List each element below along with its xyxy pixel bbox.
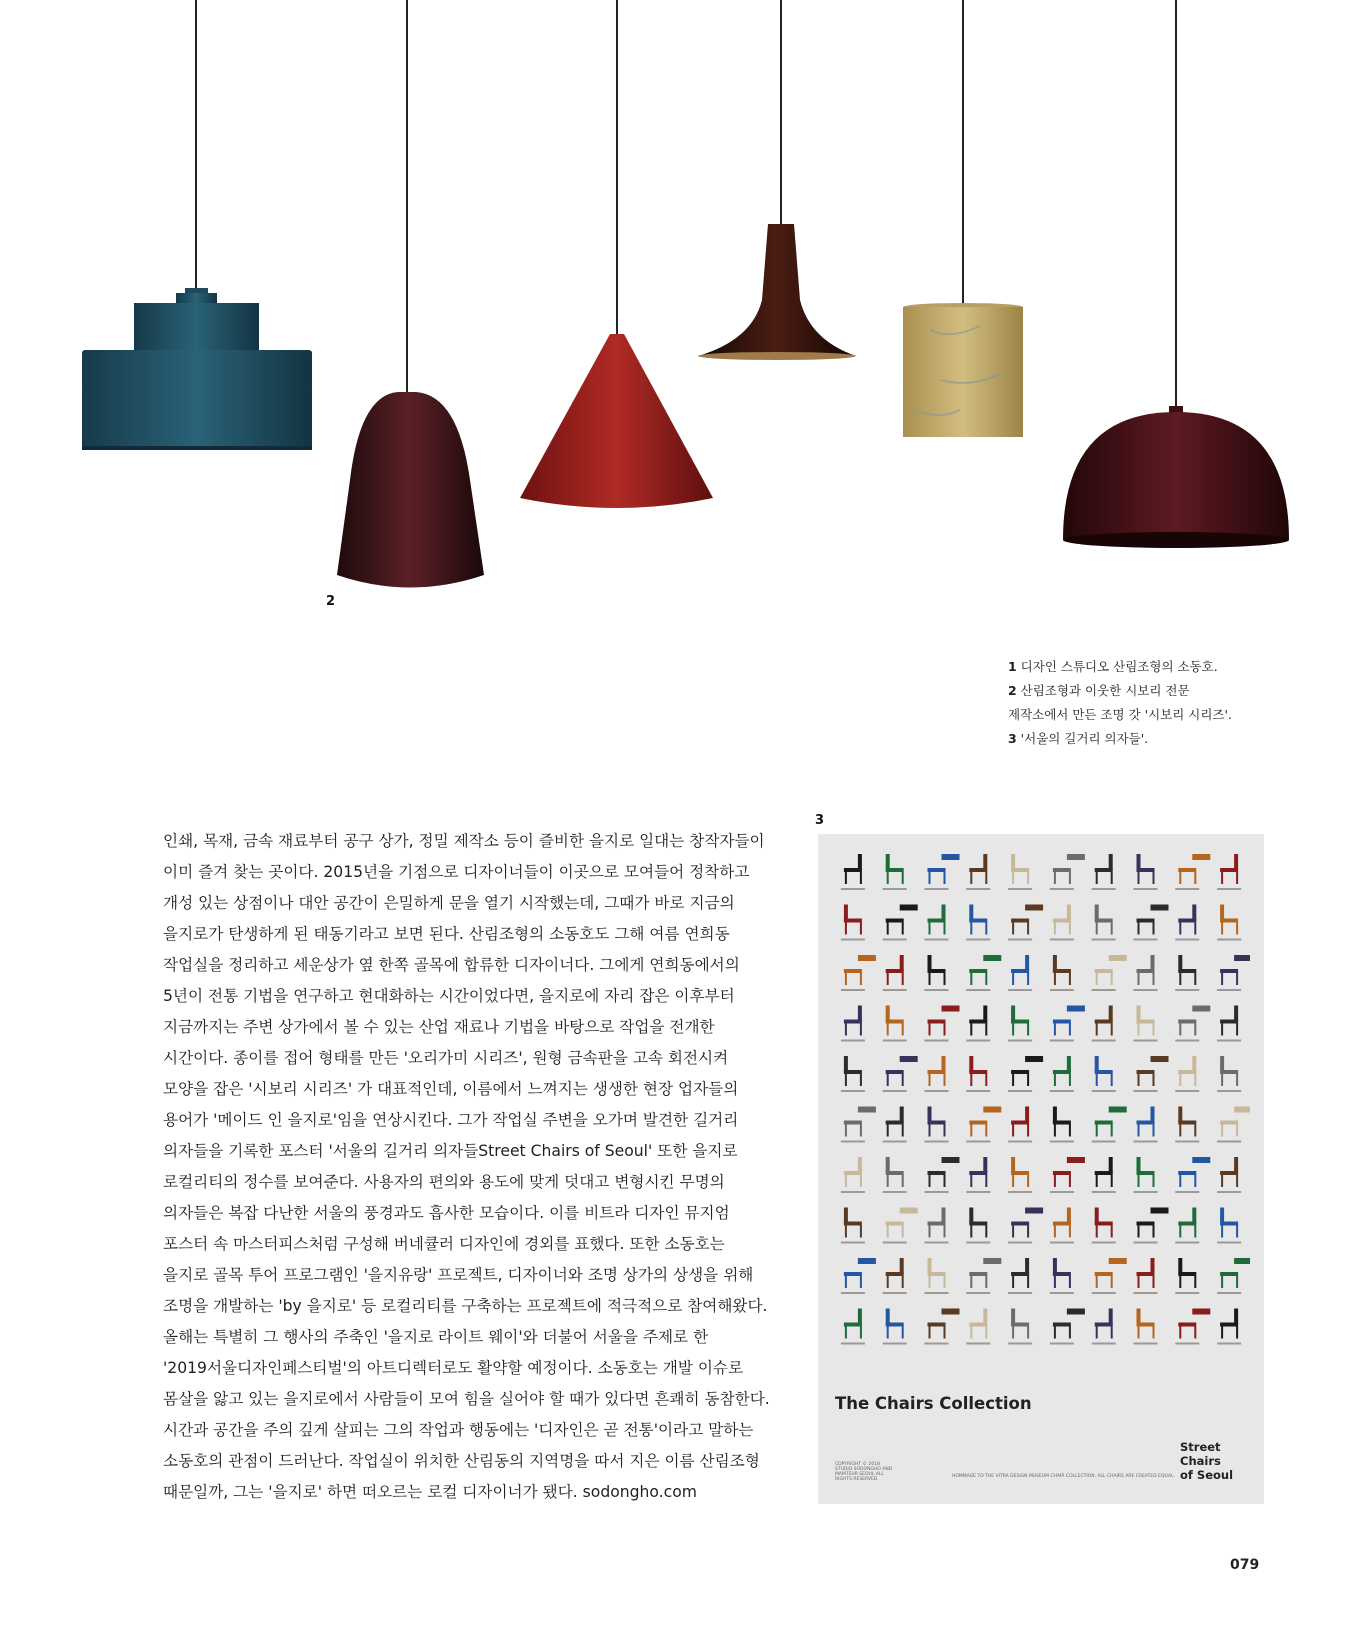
chair-pictogram	[925, 1309, 960, 1345]
chair-pictogram	[925, 1208, 949, 1244]
chair-pictogram	[925, 905, 949, 941]
chair-pictogram	[1092, 955, 1127, 991]
chair-pictogram	[1008, 854, 1032, 890]
chair-pictogram	[1008, 1107, 1032, 1143]
chair-pictogram	[883, 955, 907, 991]
chair-pictogram	[1175, 1006, 1210, 1042]
body-line: 모양을 잡은 '시보리 시리즈' 가 대표적인데, 이름에서 느껴지는 생생한 현장 업자들의	[163, 1080, 739, 1098]
chair-pictogram	[1134, 1309, 1158, 1345]
chair-pictogram	[1092, 1309, 1116, 1345]
chair-pictogram	[925, 1258, 949, 1294]
chair-pictogram	[925, 1056, 949, 1092]
figure-number-3: 3	[815, 813, 825, 828]
chair-pictogram	[883, 1208, 918, 1244]
chair-pictogram	[1134, 1208, 1169, 1244]
chair-pictogram	[841, 1006, 865, 1042]
chair-pictogram	[883, 905, 918, 941]
chair-pictogram	[1134, 1258, 1158, 1294]
body-line: 지금까지는 주변 상가에서 볼 수 있는 산업 재료나 기법을 바탕으로 작업을 전개한	[163, 1018, 715, 1036]
body-line: 용어가 '메이드 인 을지로'임을 연상시킨다. 그가 작업실 주변을 오가며 발견한 길거리	[163, 1111, 739, 1129]
poster-brand	[1180, 1440, 1240, 1482]
chair-pictogram	[1050, 955, 1074, 991]
chair-pictogram	[1217, 854, 1241, 890]
chair-pictogram	[883, 1157, 907, 1193]
chair-pictogram	[1008, 905, 1043, 941]
chair-pictogram	[925, 1107, 949, 1143]
chair-pictogram	[1134, 1006, 1158, 1042]
poster-note: HOMMAGE TO THE VITRA DESIGN MUSEUM CHAIR COLLECTION. ALL CHAIRS ARE CREATED EQUAL.	[952, 1474, 1175, 1479]
chair-pictogram	[1134, 905, 1169, 941]
chair-pictogram	[1134, 1157, 1158, 1193]
chair-pictogram	[841, 955, 876, 991]
chair-pictogram	[1008, 955, 1032, 991]
chair-pictogram	[1008, 1157, 1032, 1193]
chair-pictogram	[1217, 1157, 1241, 1193]
chair-pictogram	[1175, 1056, 1199, 1092]
chair-pictogram	[1092, 905, 1116, 941]
chair-pictogram	[1008, 1309, 1032, 1345]
chair-pictogram	[841, 1056, 865, 1092]
chair-pictogram	[1092, 854, 1116, 890]
street-chairs-poster	[818, 834, 1264, 1504]
body-line: 5년이 전통 기법을 연구하고 현대화하는 시간이었다면, 을지로에 자리 잡은 이후부터	[163, 987, 735, 1005]
chair-pictogram	[1050, 1208, 1074, 1244]
chair-pictogram	[925, 1157, 960, 1193]
page-number: 079	[1230, 1557, 1260, 1573]
chair-pictogram	[1217, 955, 1250, 991]
bullet-lamp	[337, 392, 484, 588]
chair-pictogram	[1175, 905, 1199, 941]
chair-pictogram	[841, 1309, 865, 1345]
red-cone-lamp	[520, 334, 713, 508]
chair-pictogram	[841, 1157, 865, 1193]
chair-pictogram	[1092, 1056, 1116, 1092]
chair-pictogram	[1134, 1107, 1158, 1143]
chair-pictogram	[966, 1107, 1001, 1143]
chair-pictogram	[1175, 1258, 1199, 1294]
body-line: 때문일까, 그는 '을지로' 하면 떠오르는 로컬 디자이너가 됐다. sodongho.com	[163, 1483, 697, 1501]
chair-photo-grid	[832, 848, 1250, 1353]
chair-pictogram	[966, 1208, 990, 1244]
chair-pictogram	[1092, 1208, 1116, 1244]
chair-pictogram	[1092, 1006, 1116, 1042]
pendant-lamps-photo	[0, 0, 1348, 640]
body-line: 포스터 속 마스터피스처럼 구성해 버네큘러 디자인에 경외를 표했다. 또한 소동호는	[163, 1235, 725, 1253]
chair-pictogram	[1092, 1107, 1127, 1143]
body-line: 소동호의 관점이 드러난다. 작업실이 위치한 산림동의 지역명을 따서 지은 이름 산림조형	[163, 1452, 760, 1470]
chair-pictogram	[1092, 1157, 1116, 1193]
chair-pictogram	[883, 1309, 907, 1345]
chair-pictogram	[1050, 905, 1074, 941]
body-line: 로컬리티의 정수를 보여준다. 사용자의 편의와 용도에 맞게 덧대고 변형시킨 무명의	[163, 1173, 725, 1191]
brand-line: Chairs	[1180, 1454, 1221, 1468]
chair-pictogram	[966, 1309, 990, 1345]
chair-pictogram	[1175, 1309, 1210, 1345]
body-line: 을지로 골목 투어 프로그램인 '을지유랑' 프로젝트, 디자이너와 조명 상가의 상생을 위해	[163, 1266, 754, 1284]
cylinder-lamp	[903, 303, 1023, 437]
chair-pictogram	[925, 1006, 960, 1042]
chair-pictogram	[1175, 1157, 1210, 1193]
chair-pictogram	[925, 854, 960, 890]
chair-pictogram	[883, 1006, 907, 1042]
chair-pictogram	[883, 1107, 907, 1143]
chair-pictogram	[841, 1107, 876, 1143]
chair-pictogram	[966, 854, 990, 890]
chair-pictogram	[883, 854, 907, 890]
brand-line: of Seoul	[1180, 1468, 1234, 1482]
body-line: 시간과 공간을 주의 깊게 살피는 그의 작업과 행동에는 '디자인은 곧 전통'이라고 말하는	[163, 1421, 754, 1439]
body-line: 조명을 개발하는 'by 을지로' 등 로컬리티를 구축하는 프로젝트에 적극적으로 참여해왔다.	[163, 1297, 768, 1315]
caption-line: 2 산림조형과 이웃한 시보리 전문	[1008, 683, 1190, 698]
brand-line: Street	[1180, 1440, 1221, 1454]
chair-pictogram	[966, 955, 1001, 991]
chair-pictogram	[1217, 1006, 1241, 1042]
chair-pictogram	[1175, 1208, 1199, 1244]
chair-pictogram	[1050, 1157, 1085, 1193]
body-line: 을지로가 탄생하게 된 태동기라고 보면 된다. 산림조형의 소동호도 그해 여름 연희동	[163, 925, 730, 943]
chair-pictogram	[966, 1258, 1001, 1294]
chair-pictogram	[966, 1157, 990, 1193]
body-line: 이미 즐겨 찾는 곳이다. 2015년을 기점으로 디자이너들이 이곳으로 모여들어 정착하고	[163, 863, 750, 881]
chair-pictogram	[1217, 905, 1241, 941]
chair-pictogram	[1134, 854, 1158, 890]
chair-pictogram	[1050, 1056, 1074, 1092]
caption-line: 제작소에서 만든 조명 갓 '시보리 시리즈'.	[1008, 707, 1232, 722]
chair-pictogram	[883, 1056, 918, 1092]
caption-line: 1 디자인 스튜디오 산림조형의 소동호.	[1008, 659, 1218, 674]
chair-pictogram	[966, 1006, 990, 1042]
chair-pictogram	[841, 1258, 876, 1294]
chair-pictogram	[1175, 955, 1199, 991]
dome-lamp	[1063, 406, 1289, 548]
poster-copyright: COPYRIGHT © 2018 STUDIO SODONGHO AND MAMTEUR SEOUL ALL RIGHTS RESERVED	[835, 1462, 893, 1482]
body-line: '2019서울디자인페스티벌'의 아트디렉터로도 활약할 예정이다. 소동호는 개발 이슈로	[163, 1359, 744, 1377]
chair-pictogram	[1175, 854, 1210, 890]
chair-pictogram	[1217, 1258, 1250, 1294]
body-line: 시간이다. 종이를 접어 형태를 만든 '오리가미 시리즈', 원형 금속판을 고속 회전시켜	[163, 1049, 729, 1067]
chair-pictogram	[1008, 1056, 1043, 1092]
chair-pictogram	[1050, 1107, 1074, 1143]
chair-pictogram	[966, 1056, 990, 1092]
body-line: 의자들은 복잡 다난한 서울의 풍경과도 흡사한 모습이다. 이를 비트라 디자인 뮤지엄	[163, 1204, 730, 1222]
chair-pictogram	[1050, 1006, 1085, 1042]
body-line: 작업실을 정리하고 세운상가 옆 한쪽 골목에 합류한 디자이너다. 그에게 연희동에서의	[163, 956, 740, 974]
teal-stepped-lamp	[82, 288, 312, 450]
chair-pictogram	[841, 905, 865, 941]
chair-pictogram	[1092, 1258, 1127, 1294]
chair-pictogram	[1134, 1056, 1169, 1092]
chair-pictogram	[1175, 1107, 1199, 1143]
chair-pictogram	[1217, 1309, 1241, 1345]
caption-line: 3 '서울의 길거리 의자들'.	[1008, 731, 1149, 746]
chair-pictogram	[841, 1208, 865, 1244]
chair-pictogram	[883, 1258, 907, 1294]
chair-pictogram	[1050, 1309, 1085, 1345]
chair-pictogram	[1217, 1056, 1241, 1092]
flared-lamp	[698, 224, 856, 360]
chair-pictogram	[1217, 1208, 1241, 1244]
chair-pictogram	[1134, 955, 1158, 991]
chair-pictogram	[1050, 854, 1085, 890]
chair-pictogram	[966, 905, 990, 941]
chair-pictogram	[1050, 1258, 1074, 1294]
body-line: 인쇄, 목재, 금속 재료부터 공구 상가, 정밀 제작소 등이 즐비한 을지로 일대는 창작자들이	[163, 832, 765, 850]
body-line: 몸살을 앓고 있는 을지로에서 사람들이 모여 힘을 실어야 할 때가 있다면 흔쾌히 동참한다.	[163, 1390, 770, 1408]
chair-pictogram	[925, 955, 949, 991]
chair-pictogram	[1008, 1006, 1032, 1042]
article-body	[163, 826, 803, 1508]
poster-title: The Chairs Collection	[835, 1394, 1032, 1413]
chair-pictogram	[1008, 1258, 1032, 1294]
figure-number-2: 2	[326, 594, 336, 609]
chair-pictogram	[1217, 1107, 1250, 1143]
body-line: 의자들을 기록한 포스터 '서울의 길거리 의자들Street Chairs of Seoul' 또한 을지로	[163, 1142, 738, 1160]
body-line: 개성 있는 상점이나 대안 공간이 은밀하게 문을 열기 시작했는데, 그때가 바로 지금의	[163, 894, 735, 912]
chair-pictogram	[841, 854, 865, 890]
chair-pictogram	[1008, 1208, 1043, 1244]
photo-caption	[1008, 655, 1308, 751]
body-line: 올해는 특별히 그 행사의 주축인 '을지로 라이트 웨이'와 더불어 서울을 주제로 한	[163, 1328, 709, 1346]
